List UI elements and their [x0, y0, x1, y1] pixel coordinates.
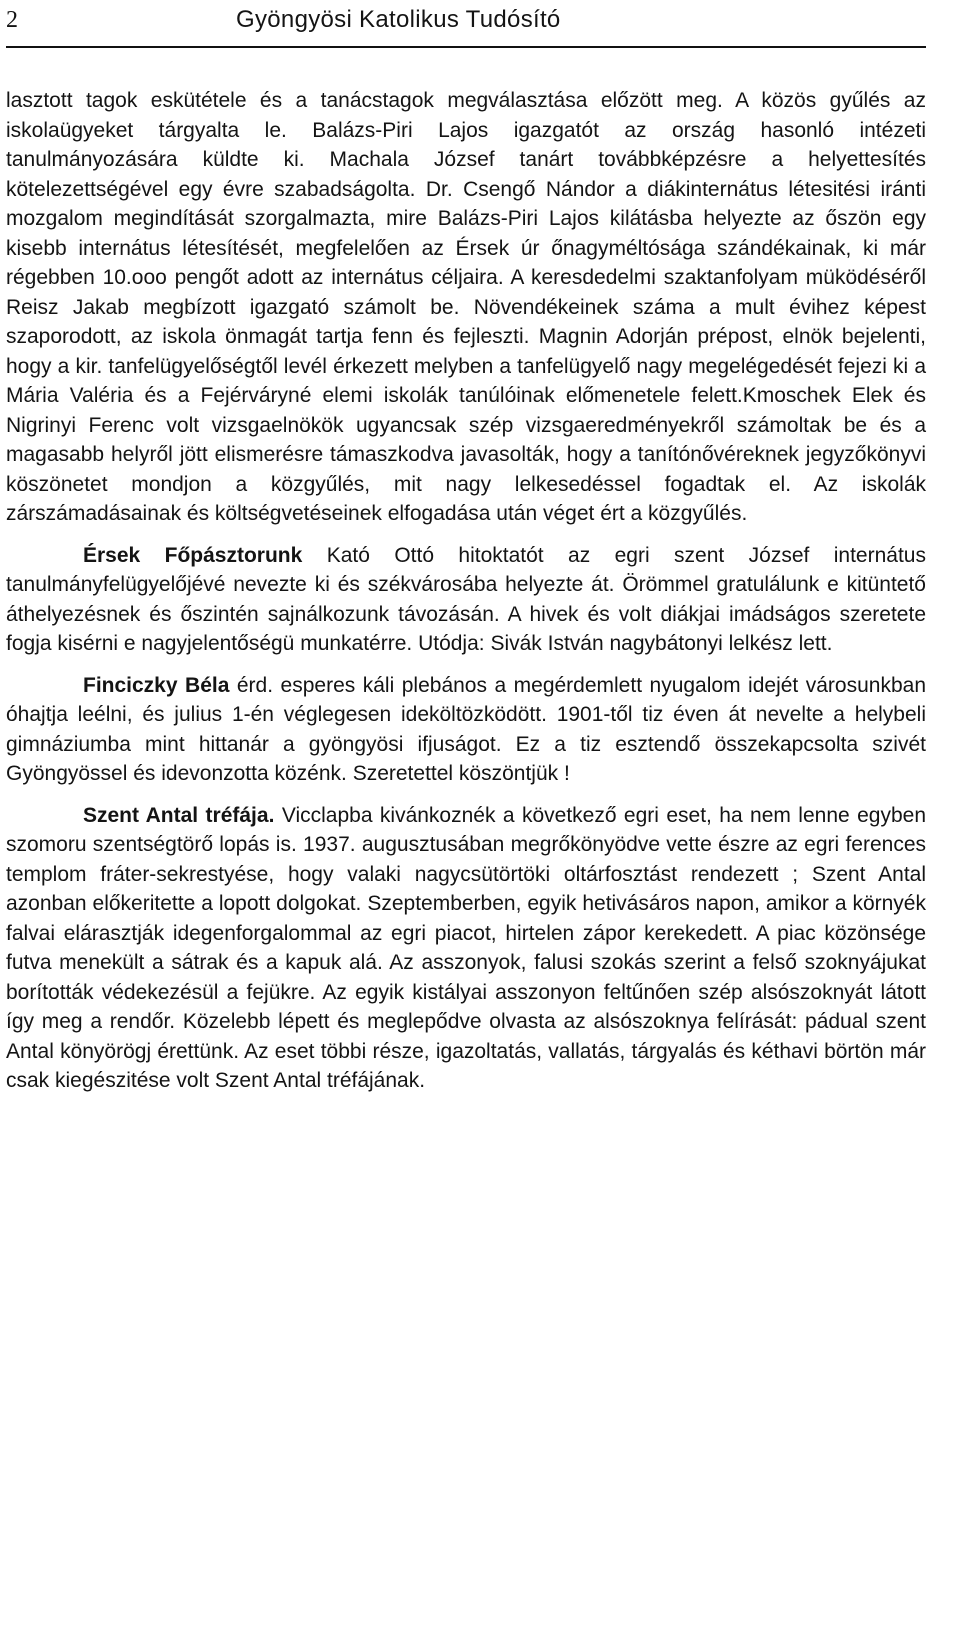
page-number: 2 [6, 7, 18, 33]
paragraph-lead: Finciczky Béla [83, 673, 230, 697]
paragraph-saint-anthony [6, 801, 926, 1096]
paragraph-text: Vicclapba kivánkoznék a következő egri eset, ha nem lenne egyben szomoru szentségtörő lopás is. 1937. augusztusában megrőkönyödve vette észre az egri ferences templom fráter-sekrestyése, hogy valaki nagycsütörtöki oltárfosztást rendezett ; Szent Antal azonban előkeritette a lopott dolgokat. Szeptemberben, egyik hetivásáros napon, amikor a környék falvai elárasztják idegenforgalommal az egri piacot, hirtelen zápor kerekedett. A piac közönsége futva menekült a sátrak és a kapuk alá. Az asszonyok, falusi szokás szerint a felső szoknyájukat borították védekezésül a fejükre. Az egyik kistályai asszonyon feltűnően szép alsószoknyát látott így meg a rendőr. Közelebb lépett és meglepődve olvasta az alsószoknya felírását: pádual szent Antal könyörögj érettünk. Az eset többi része, igazoltatás, vallatás, tárgyalás és kéthavi börtön már csak kiegészitése volt Szent Antal tréfájának. [6, 803, 926, 1092]
page-header [6, 6, 926, 48]
paragraph-archbishop [6, 541, 926, 659]
paragraph-school-meeting [6, 86, 926, 529]
article-body [6, 86, 926, 1096]
paragraph-lead: Szent Antal tréfája. [83, 803, 275, 827]
paragraph-text: Kató Ottó hitoktatót az egri szent József internátus tanulmányfelügyelőjévé nevezte ki és székvárosába helyezte át. Örömmel gratulálunk e kitüntető áthelyezésnek és őszintén sajnálkozunk távozásán. A hivek és volt diákjai imádságos szeretete fogja kisérni e nagyjelentőségü munkatérre. Utódja: Sivák István nagybátonyi lelkész lett. [6, 543, 926, 655]
publication-title: Gyöngyösi Katolikus Tudósító [236, 6, 561, 33]
paragraph-lead: Érsek Főpásztorunk [83, 543, 303, 567]
paragraph-text: lasztott tagok eskütétele és a tanácstagok megválasztása előzött meg. A közös gyűlés az iskolaügyeket tárgyalta le. Balázs-Piri Lajos igazgatót az ország hasonló intézeti tanulmányozására küldte ki. Machala József tanárt továbbképzésre a helyettesítés kötelezettségével egy évre szabadságolta. Dr. Csengő Nándor a diákinternátus létesitési iránti mozgalom megindítását szorgalmazta, mire Balázs-Piri Lajos kilátásba helyezte az őszön egy kisebb internátus létesítését, megfelelően az Érsek úr őnagyméltósága szándékainak, ki már régebben 10.ooo pengőt adott az internátus céljaira. A keresdedelmi szaktanfolyam müködéséről Reisz Jakab megbízott igazgató számolt be. Növendékeinek száma a mult évihez képest szaporodott, az iskola önmagát tartja fenn és fejleszti. Magnin Adorján prépost, elnök bejelenti, hogy a kir. tanfelügyelőségtől levél érkezett melyben a tanfelügyelő nagy megelégedését fejezi ki a Mária Valéria és a Fejérváryné elemi iskolák tanúlóinak előmenetele felett.Kmoschek Elek és Nigrinyi Ferenc volt vizsgaelnökök ugyancsak szép vizsgaeredményekről számoltak be és a magasabb helyről jött elismerésre támaszkodva javasolták, hogy a tanítónővéreknek jegyzőkönyvi köszönetet mondjon a közgyűlés, mit nagy lelkesedéssel fogadtak el. Az iskolák zárszámadásainak és költségvetéseinek elfogadása után véget ért a közgyűlés. [6, 89, 926, 525]
paragraph-text: érd. esperes káli plebános a megérdemlett nyugalom idejét városunkban óhajtja leélni, és julius 1-én véglegesen ideköltözködött. 1901-től tiz éven át nevelte a helybeli gimnáziumba mint hittanár a gyöngyösi ifjuságot. Ez a tiz esztendő összekapcsolta szivét Gyöngyössel és idevonzotta közénk. Szeretettel köszöntjük ! [6, 673, 926, 785]
paragraph-finciczky [6, 671, 926, 789]
